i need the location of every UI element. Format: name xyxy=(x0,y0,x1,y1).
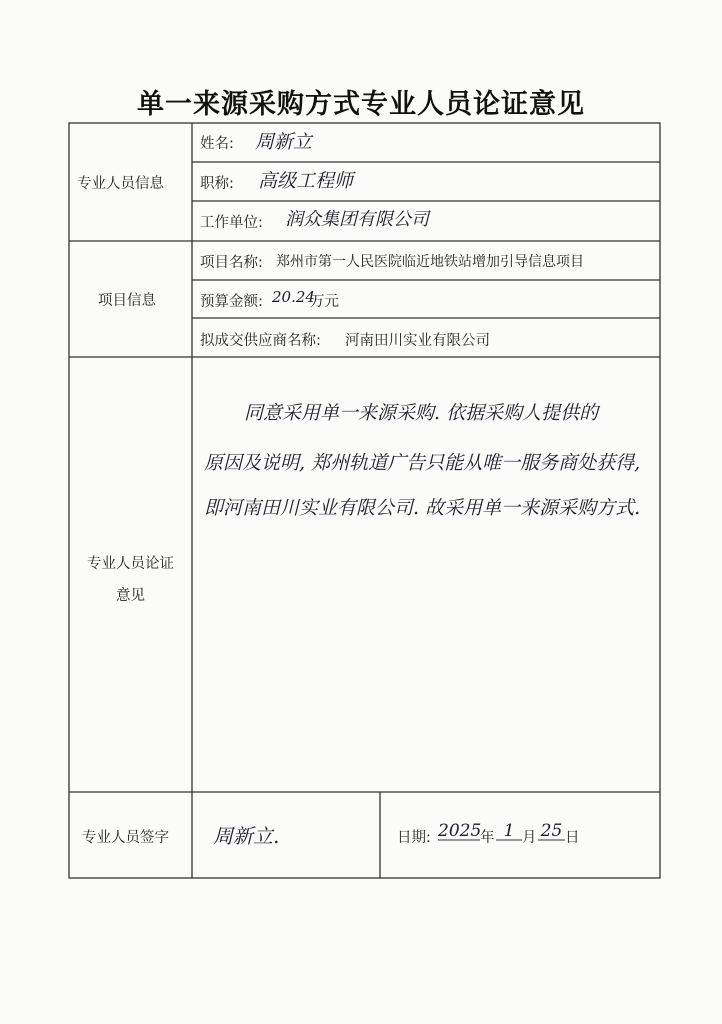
date-label: 日期: xyxy=(397,830,431,846)
opinion-label-line1: 专业人员论证 xyxy=(87,556,174,572)
date-month-unit: 月 xyxy=(522,830,537,846)
date-day: 25 xyxy=(540,821,563,841)
supplier-value: 河南田川实业有限公司 xyxy=(345,333,490,349)
title-label: 职称: xyxy=(200,176,234,192)
date-year-unit: 年 xyxy=(480,830,495,846)
name-value: 周新立 xyxy=(255,131,313,153)
date-day-unit: 日 xyxy=(565,830,580,846)
opinion-line1: 同意采用单一来源采购. 依据采购人提供的 xyxy=(244,402,599,424)
signature-label: 专业人员签字 xyxy=(82,830,169,846)
supplier-label: 拟成交供应商名称: xyxy=(200,333,321,349)
budget-unit: 万元 xyxy=(310,294,339,310)
opinion-label-line2: 意见 xyxy=(116,588,145,604)
title-value: 高级工程师 xyxy=(258,170,354,192)
opinion-line2: 原因及说明, 郑州轨道广告只能从唯一服务商处获得, xyxy=(204,452,641,474)
date-year: 2025 xyxy=(438,821,482,841)
name-label: 姓名: xyxy=(200,136,234,152)
date-month: 1 xyxy=(503,821,515,841)
opinion-line3: 即河南田川实业有限公司. 故采用单一来源采购方式. xyxy=(204,497,641,519)
budget-label: 预算金额: xyxy=(200,294,263,310)
project-name-value: 郑州市第一人民医院临近地铁站增加引导信息项目 xyxy=(276,254,584,270)
document-title: 单一来源采购方式专业人员论证意见 xyxy=(137,89,585,120)
opinion-label xyxy=(69,548,192,612)
project-name-label: 项目名称: xyxy=(200,255,263,271)
org-label: 工作单位: xyxy=(200,215,263,231)
budget-value: 20.24 xyxy=(272,288,315,306)
project-info-label: 项目信息 xyxy=(98,293,156,309)
org-value: 润众集团有限公司 xyxy=(285,209,429,230)
expert-info-label: 专业人员信息 xyxy=(77,176,164,192)
signature-value: 周新立. xyxy=(213,824,280,848)
